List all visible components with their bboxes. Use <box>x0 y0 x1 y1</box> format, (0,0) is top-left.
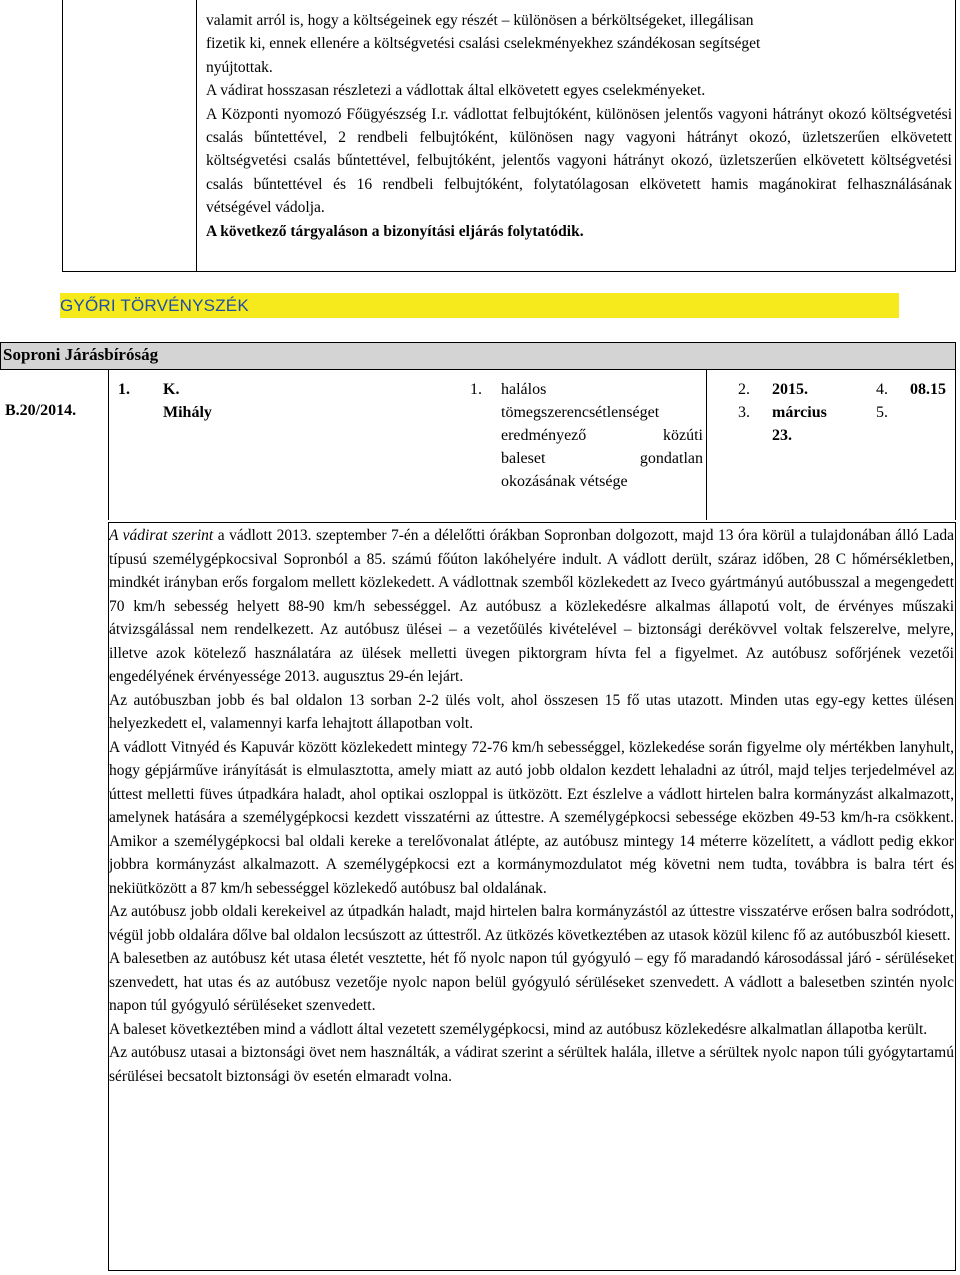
case-number: B.20/2014. <box>5 402 77 419</box>
summary-paragraph: A vádlott Vitnyéd és Kapuvár között közlekedett mintegy 72-76 km/h sebességgel, közlekedése során figyelme oly mértékben lanyhult, hogy gépjárműve irányítását is elmulasztotta, amely miatt az autó jobb oldalon kezdett lehaladni az útról, majd teljes terjedelmével az úttest melletti füves útpadkára haladt, ahol optikai oszloppal is ütközött. Ezt észlelve a vádlott hirtelen balra kormányzást alkalmazott, amelynek hatására a személygépkocsi kezdett visszatérni az úttestre. A személygépkocsi sebessége eközben 49-53 km/h-ra csökkent. Amikor a személygépkocsi bal oldali kereke a terelővonalat átlépte, az autóbusz mintegy 14 méterre közelített, a vádlott pedig ekkor jobbra kormányzást alkalmazott. A személygépkocsi ezt a kormánymozdulatot még követni nem tudta, továbbra is balra tért és nekiütközött a 87 km/h sebességgel közlekedő autóbusz bal oldalának. <box>109 738 954 897</box>
text-line: valamit arról is, hogy a költségeinek egy részét – különösen a bérköltségeket, illegálisan <box>206 12 754 29</box>
summary-paragraph-text: a vádlott 2013. szeptember 7-én a délelőtti órákban Sopronban dolgozott, majd 13 óra körül a tulajdonában álló Lada típusú személygépkocsival Sopronból a 85. számú főúton lakóhelyére indult. A vádlott derült, száraz időben, 28 C hőmérsékletben, mindkét irányban erős forgalom mellett közlekedett. A vádlottnak szemből közlekedett az Iveco gyártmányú autóbusszal a megengedett 70 km/h sebesség helyett 88-90 km/h sebességgel. Az autóbusz a közlekedésre alkalmas állapotú volt, de érvényes műszaki átvizsgálással nem rendelkezett. Az autóbusz ülései – a vezetőülés kivételével – biztonsági derékövvel voltak felszerelve, melyre, illetve azok kötelező használatára az ülések melletti üvegen piktorgram hívta fel a figyelmet. Az autóbusz sofőrjének vezetői engedélyének érvényessége 2013. augusztus 29-én lejárt. <box>109 527 954 685</box>
text-line: fizetik ki, ennek ellenére a költségvetési csalási cselekményekhez szándékosan segítséget <box>206 35 761 53</box>
column-divider <box>108 370 109 520</box>
time-number: 5. <box>876 404 888 421</box>
previous-case-text <box>206 9 952 243</box>
court-name: GYŐRI TÖRVÉNYSZÉK <box>60 296 249 315</box>
judge-name: Mihály <box>163 404 212 421</box>
indictment-paragraph: A Központi nyomozó Főügyészség I.r. vádlottat felbujtóként, különösen jelentős vagyoni hátrányt okozó költségvetési csalás bűntettével, 2 rendbeli felbujtóként, különösen nagy vagyoni hátrányt okozó, üzletszerűen elkövetett költségvetési csalás bűntettével, felbujtóként, jelentős vagyoni hátrányt okozó, üzletszerűen elkövetett költségvetési csalás bűntettével és 16 rendbeli felbujtóként, folytatólagosan elkövetett hamis magánokirat felhasználásának vétségével vádolja. <box>206 105 952 217</box>
summary-paragraph <box>109 524 954 689</box>
summary-paragraph: Az autóbusz utasai a biztonsági övet nem használták, a vádirat szerint a sérültek halála, illetve a sérültek nyolc napon túli gyógytartamú sérülései becsatolt biztonsági öv esetén elmaradt volna. <box>109 1044 954 1085</box>
hearing-time: 08.15 <box>910 381 946 398</box>
summary-paragraph: A balesetben az autóbusz két utasa életét vesztette, hét fő nyolc napon túl gyógyuló – egy fő maradandó károsodással járó - sérüléseket szenvedett, hat utas és az autóbusz vezetője nyolc napon belül gyógyuló sérüléseket szenvedett. A vádlott a balesetben szintén nyolc napon túl gyógyuló sérüléseket szenvedett. <box>109 950 954 1014</box>
judge-initial: K. <box>163 381 180 398</box>
previous-case-column-divider <box>196 0 197 272</box>
hearing-year: 2015. <box>772 381 808 398</box>
text-line: A vádirat hosszasan részletezi a vádlottak által elkövetett egyes cselekményeket. <box>206 82 706 100</box>
summary-paragraph: A baleset következtében mind a vádlott által vezetett személygépkocsi, mind az autóbusz közlekedésre alkalmatlan állapotba került. <box>109 1020 928 1038</box>
hearing-number: 3. <box>738 404 750 421</box>
hearing-month: március <box>772 404 827 421</box>
case-summary-text <box>109 524 954 1088</box>
charge-line: halálos <box>501 381 547 398</box>
time-number: 4. <box>876 381 888 398</box>
district-court-name: Soproni Járásbíróság <box>3 345 159 364</box>
charge-number: 1. <box>470 381 482 398</box>
charge-line: tömegszerencsétlenséget <box>501 404 660 421</box>
case-row <box>0 370 956 520</box>
hearing-number: 2. <box>738 381 750 398</box>
judge-number: 1. <box>118 381 130 398</box>
column-divider <box>706 370 707 520</box>
charge-line: okozásának vétsége <box>501 473 628 490</box>
hearing-day: 23. <box>772 427 792 444</box>
charge-description <box>501 378 703 493</box>
indictment-reference: A vádirat szerint <box>109 527 214 544</box>
court-banner <box>60 293 899 318</box>
summary-paragraph: Az autóbusz jobb oldali kerekeivel az útpadkán haladt, majd hirtelen balra kormányzástól az úttestre visszatérve erősen balra sodródott, végül jobb oldalára dőlve bal oldalon lecsúszott az úttestről. Az ütközés következtében az utasok közül kilenc fő az autóbuszból kiesett. <box>109 903 954 944</box>
charge-line: eredményező közúti <box>501 427 703 444</box>
closing-statement: A következő tárgyaláson a bizonyítási eljárás folytatódik. <box>206 222 584 240</box>
charge-line: baleset gondatlan <box>501 450 703 467</box>
summary-paragraph: Az autóbuszban jobb és bal oldalon 13 sorban 2-2 ülés volt, ahol összesen 15 fő utas utazott. Minden utas egy-egy kettes ülésen helyezkedett el, valamennyi karfa lehajtott állapotban volt. <box>109 691 954 732</box>
text-line: nyújtottak. <box>206 58 273 76</box>
district-court-header <box>0 342 956 370</box>
column-divider <box>955 370 956 520</box>
